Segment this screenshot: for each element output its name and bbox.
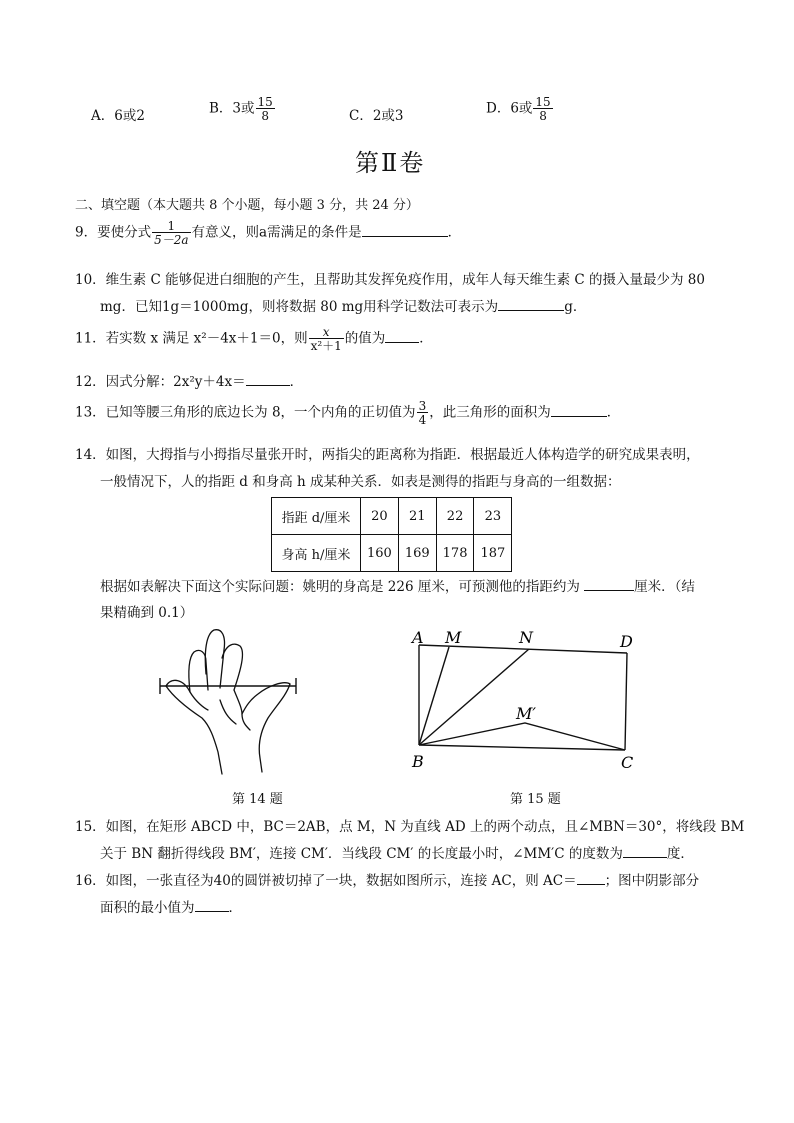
side-bc (419, 745, 625, 750)
section-heading: 二、填空题（本大题共 8 个小题，每小题 3 分，共 24 分） (75, 198, 419, 213)
table-cell: 20 (361, 498, 399, 535)
label-a: A (412, 628, 424, 647)
q16-answer-blank-2[interactable] (195, 899, 229, 912)
option-b-denominator: 8 (256, 108, 275, 122)
q13-text-pre: 13．已知等腰三角形的底边长为 8，一个内角的正切值为 (75, 404, 416, 421)
hand-pinky (166, 680, 208, 710)
q11-denominator: x²＋1 (310, 339, 342, 353)
table-cell: 187 (474, 535, 512, 572)
question-14-line2: 一般情况下，人的指距 d 和身高 h 成某种关系．如表是测得的指距与身高的一组数据： (100, 474, 621, 490)
label-d: D (620, 632, 633, 651)
question-14-line3 (100, 575, 695, 595)
q9-text-post: 有意义，则a需满足的条件是 (191, 224, 362, 241)
table-header-height: 身高 h/厘米 (272, 535, 361, 572)
q16-answer-blank-1[interactable] (577, 872, 605, 885)
option-b-prefix: B．3或 (209, 100, 255, 117)
q9-answer-blank[interactable] (362, 224, 448, 237)
hand-palm-left (166, 686, 222, 774)
table-row (272, 535, 512, 572)
q16-line1-text: 16．如图，一张直径为40的圆饼被切掉了一块，数据如图所示，连接 AC，则 AC＝ (75, 873, 577, 889)
table-header-span: 指距 d/厘米 (272, 498, 361, 535)
question-9 (75, 220, 461, 246)
hand-index (222, 644, 242, 690)
hand-figure (150, 622, 310, 782)
q15-answer-blank[interactable] (623, 845, 667, 858)
q11-fraction (309, 326, 344, 352)
table-cell: 23 (474, 498, 512, 535)
table-row (272, 498, 512, 535)
hand-palm-right (259, 684, 290, 772)
q11-answer-blank[interactable] (385, 330, 419, 343)
rectangle-figure (405, 625, 650, 775)
option-d-numerator: 15 (535, 95, 551, 109)
figure-15-caption: 第 15 题 (510, 792, 561, 807)
q9-text-pre: 9．要使分式 (75, 224, 152, 241)
q9-denominator: 5－2a (154, 233, 189, 247)
q13-fraction (417, 400, 429, 426)
option-d-fraction (533, 96, 552, 122)
table-cell: 22 (436, 498, 474, 535)
label-m: M (445, 628, 462, 647)
question-10-line1: 10．维生素 C 能够促进白细胞的产生，且帮助其发挥免疫作用，成年人每天维生素 C 的摄入量最少为 80 (75, 272, 705, 288)
label-b: B (412, 752, 424, 771)
q10-line2-text: mg．已知1g＝1000mg，则将数据 80 mg用科学记数法可表示为 (100, 299, 499, 315)
label-n: N (519, 628, 533, 647)
label-c: C (621, 753, 634, 772)
q15-line2-text: 关于 BN 翻折得线段 BM′，连接 CM′．当线段 CM′ 的长度最小时，∠MM′C 的度数为 (100, 846, 623, 862)
q9-numerator: 1 (167, 219, 176, 233)
q9-end: ． (447, 224, 462, 241)
option-d (486, 96, 554, 122)
option-b (209, 96, 276, 122)
hand-middle (205, 630, 224, 688)
table-cell: 169 (398, 535, 436, 572)
volume-title: 第Ⅱ卷 (355, 149, 426, 177)
q14-line3-post: 厘米．（结 (634, 579, 695, 595)
question-16-line1 (75, 869, 699, 889)
table-cell: 160 (361, 535, 399, 572)
q13-text-post: ，此三角形的面积为 (429, 404, 551, 421)
segment-bm (419, 647, 449, 745)
question-15-line2 (100, 842, 694, 862)
finger-height-table (271, 497, 512, 572)
question-10-line2 (100, 295, 586, 315)
option-d-prefix: D．6或 (486, 100, 533, 117)
q15-end: 度． (666, 846, 694, 862)
option-b-fraction (256, 96, 275, 122)
option-d-denominator: 8 (533, 108, 552, 122)
question-12 (75, 370, 303, 390)
table-cell: 21 (398, 498, 436, 535)
q16-end: ． (228, 900, 242, 916)
question-14-line4: 果精确到 0.1） (100, 605, 194, 621)
q14-line3-text: 根据如表解决下面这个实际问题：姚明的身高是 226 厘米，可预测他的指距约为 (100, 579, 580, 595)
q9-fraction (152, 220, 190, 246)
hand-palm-line (220, 700, 236, 724)
segment-bn (419, 649, 529, 745)
q13-numerator: 3 (418, 399, 427, 413)
q13-denominator: 4 (418, 413, 427, 427)
q14-answer-blank[interactable] (584, 578, 634, 591)
q11-text-post: 的值为 (344, 330, 386, 347)
question-14-line1: 14．如图，大拇指与小拇指尽量张开时，两指尖的距离称为指距．根据最近人体构造学的研究成果表明， (75, 447, 700, 463)
table-cell: 178 (436, 535, 474, 572)
q12-text: 12．因式分解：2x²y＋4x＝ (75, 374, 246, 390)
q13-end: ． (606, 404, 621, 421)
label-m-prime: M′ (516, 704, 537, 723)
q13-answer-blank[interactable] (551, 404, 607, 417)
q11-end: ． (419, 330, 433, 347)
figure-14-caption: 第 14 题 (232, 792, 283, 807)
option-b-numerator: 15 (257, 95, 273, 109)
q12-answer-blank[interactable] (246, 373, 290, 386)
q10-answer-blank[interactable] (498, 298, 564, 311)
question-13 (75, 400, 620, 426)
option-c: C．2或3 (349, 108, 404, 124)
q11-text-pre: 11．若实数 x 满足 x²－4x＋1＝0，则 (75, 330, 308, 347)
question-16-line2 (100, 896, 242, 916)
question-15-line1: 15．如图，在矩形 ABCD 中，BC＝2AB，点 M，N 为直线 AD 上的两个动点，且∠MBN＝30°，将线段 BM (75, 819, 745, 835)
q11-numerator: x (322, 325, 330, 339)
q12-end: ． (289, 374, 304, 390)
option-a: A．6或2 (91, 108, 145, 124)
q16-line1-post: ；图中阴影部分 (604, 873, 700, 889)
side-cd (625, 653, 627, 750)
question-11 (75, 326, 433, 352)
q10-end: g． (564, 299, 587, 315)
q16-line2-text: 面积的最小值为 (100, 900, 195, 916)
